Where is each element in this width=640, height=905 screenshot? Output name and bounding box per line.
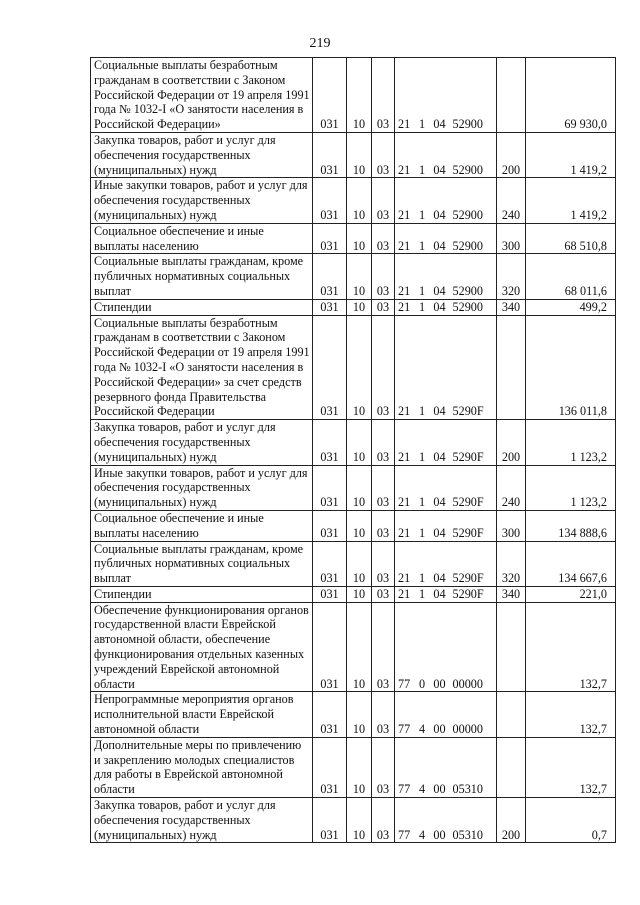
ministry-code: 031 xyxy=(313,586,347,602)
table-row xyxy=(91,254,616,299)
section-code: 10 xyxy=(347,510,372,541)
section-code: 10 xyxy=(347,299,372,315)
expense-type-code: 240 xyxy=(497,178,526,223)
program-code: 21 xyxy=(395,510,416,541)
ministry-code: 031 xyxy=(313,58,347,133)
activity-code: 04 xyxy=(429,510,451,541)
program-code: 21 xyxy=(395,178,416,223)
ministry-code: 031 xyxy=(313,420,347,465)
program-code: 77 xyxy=(395,602,416,692)
ministry-code: 031 xyxy=(313,737,347,797)
amount: 0,7 xyxy=(526,798,616,843)
program-code: 77 xyxy=(395,798,416,843)
subsection-code: 03 xyxy=(372,798,395,843)
table-body xyxy=(91,58,616,843)
subprogram-code: 1 xyxy=(416,178,429,223)
amount: 68 510,8 xyxy=(526,223,616,254)
activity-code: 04 xyxy=(429,132,451,177)
amount: 134 888,6 xyxy=(526,510,616,541)
row-name: Социальные выплаты безработным гражданам в соответствии с Законом Российской Федерации от 19 апреля 1991 года № 1032-I «О занятости населения в Российской Федерации» xyxy=(91,58,313,133)
subsection-code: 03 xyxy=(372,223,395,254)
amount: 68 011,6 xyxy=(526,254,616,299)
subprogram-code: 1 xyxy=(416,465,429,510)
row-name: Социальные выплаты гражданам, кроме публичных нормативных социальных выплат xyxy=(91,541,313,586)
subprogram-code: 4 xyxy=(416,737,429,797)
program-code: 21 xyxy=(395,132,416,177)
ministry-code: 031 xyxy=(313,692,347,737)
expense-type-code: 320 xyxy=(497,541,526,586)
program-code: 77 xyxy=(395,692,416,737)
section-code: 10 xyxy=(347,178,372,223)
row-name: Непрограммные мероприятия органов исполнительной власти Еврейской автономной области xyxy=(91,692,313,737)
row-name: Закупка товаров, работ и услуг для обеспечения государственных (муниципальных) нужд xyxy=(91,420,313,465)
subsection-code: 03 xyxy=(372,737,395,797)
program-code: 21 xyxy=(395,254,416,299)
expense-type-code xyxy=(497,692,526,737)
program-code: 21 xyxy=(395,541,416,586)
program-code: 21 xyxy=(395,465,416,510)
activity-code: 04 xyxy=(429,586,451,602)
direction-code: 5290F xyxy=(451,541,497,586)
direction-code: 52900 xyxy=(451,58,497,133)
subprogram-code: 1 xyxy=(416,510,429,541)
program-code: 21 xyxy=(395,420,416,465)
section-code: 10 xyxy=(347,223,372,254)
table-row xyxy=(91,798,616,843)
program-code: 21 xyxy=(395,58,416,133)
activity-code: 04 xyxy=(429,315,451,420)
row-name: Обеспечение функционирования органов государственной власти Еврейской автономной области, обеспечение функционирования отдельных казенных учреждений Еврейской автономной области xyxy=(91,602,313,692)
section-code: 10 xyxy=(347,132,372,177)
table-row xyxy=(91,178,616,223)
subprogram-code: 1 xyxy=(416,420,429,465)
activity-code: 04 xyxy=(429,223,451,254)
subprogram-code: 1 xyxy=(416,132,429,177)
program-code: 21 xyxy=(395,223,416,254)
amount: 1 123,2 xyxy=(526,465,616,510)
expense-type-code: 200 xyxy=(497,798,526,843)
table-row xyxy=(91,510,616,541)
expense-type-code xyxy=(497,58,526,133)
expense-type-code: 200 xyxy=(497,420,526,465)
table-row xyxy=(91,299,616,315)
amount: 136 011,8 xyxy=(526,315,616,420)
subsection-code: 03 xyxy=(372,299,395,315)
row-name: Закупка товаров, работ и услуг для обеспечения государственных (муниципальных) нужд xyxy=(91,132,313,177)
amount: 1 419,2 xyxy=(526,178,616,223)
activity-code: 00 xyxy=(429,798,451,843)
row-name: Социальное обеспечение и иные выплаты населению xyxy=(91,510,313,541)
direction-code: 5290F xyxy=(451,510,497,541)
ministry-code: 031 xyxy=(313,223,347,254)
section-code: 10 xyxy=(347,798,372,843)
activity-code: 00 xyxy=(429,737,451,797)
amount: 1 123,2 xyxy=(526,420,616,465)
amount: 134 667,6 xyxy=(526,541,616,586)
section-code: 10 xyxy=(347,737,372,797)
subsection-code: 03 xyxy=(372,178,395,223)
ministry-code: 031 xyxy=(313,541,347,586)
table-row xyxy=(91,465,616,510)
ministry-code: 031 xyxy=(313,254,347,299)
section-code: 10 xyxy=(347,465,372,510)
direction-code: 52900 xyxy=(451,254,497,299)
row-name: Социальные выплаты безработным гражданам в соответствии с Законом Российской Федерации от 19 апреля 1991 года № 1032-I «О занятости населения в Российской Федерации» за счет средств резервного фонда Правительства Российской Федерации xyxy=(91,315,313,420)
activity-code: 04 xyxy=(429,420,451,465)
row-name: Стипендии xyxy=(91,586,313,602)
program-code: 21 xyxy=(395,586,416,602)
direction-code: 5290F xyxy=(451,420,497,465)
subsection-code: 03 xyxy=(372,586,395,602)
ministry-code: 031 xyxy=(313,798,347,843)
subsection-code: 03 xyxy=(372,420,395,465)
activity-code: 04 xyxy=(429,299,451,315)
subsection-code: 03 xyxy=(372,132,395,177)
direction-code: 00000 xyxy=(451,602,497,692)
amount: 1 419,2 xyxy=(526,132,616,177)
subprogram-code: 1 xyxy=(416,223,429,254)
ministry-code: 031 xyxy=(313,132,347,177)
amount: 132,7 xyxy=(526,602,616,692)
direction-code: 5290F xyxy=(451,586,497,602)
table-row xyxy=(91,602,616,692)
amount: 132,7 xyxy=(526,737,616,797)
table-row xyxy=(91,420,616,465)
activity-code: 00 xyxy=(429,602,451,692)
subsection-code: 03 xyxy=(372,254,395,299)
table-row xyxy=(91,541,616,586)
subprogram-code: 4 xyxy=(416,692,429,737)
direction-code: 52900 xyxy=(451,223,497,254)
subprogram-code: 1 xyxy=(416,254,429,299)
row-name: Стипендии xyxy=(91,299,313,315)
page-number: 219 xyxy=(309,36,331,51)
amount: 499,2 xyxy=(526,299,616,315)
subprogram-code: 1 xyxy=(416,586,429,602)
direction-code: 52900 xyxy=(451,132,497,177)
expense-type-code xyxy=(497,315,526,420)
subprogram-code: 1 xyxy=(416,315,429,420)
section-code: 10 xyxy=(347,541,372,586)
activity-code: 00 xyxy=(429,692,451,737)
direction-code: 05310 xyxy=(451,798,497,843)
row-name: Социальные выплаты гражданам, кроме публичных нормативных социальных выплат xyxy=(91,254,313,299)
activity-code: 04 xyxy=(429,58,451,133)
activity-code: 04 xyxy=(429,254,451,299)
subsection-code: 03 xyxy=(372,465,395,510)
ministry-code: 031 xyxy=(313,465,347,510)
section-code: 10 xyxy=(347,58,372,133)
section-code: 10 xyxy=(347,254,372,299)
subprogram-code: 1 xyxy=(416,541,429,586)
expense-type-code: 340 xyxy=(497,299,526,315)
subsection-code: 03 xyxy=(372,58,395,133)
row-name: Иные закупки товаров, работ и услуг для обеспечения государственных (муниципальных) нужд xyxy=(91,178,313,223)
ministry-code: 031 xyxy=(313,315,347,420)
direction-code: 5290F xyxy=(451,315,497,420)
table-row xyxy=(91,223,616,254)
amount: 69 930,0 xyxy=(526,58,616,133)
subsection-code: 03 xyxy=(372,510,395,541)
section-code: 10 xyxy=(347,586,372,602)
ministry-code: 031 xyxy=(313,510,347,541)
section-code: 10 xyxy=(347,692,372,737)
direction-code: 52900 xyxy=(451,178,497,223)
direction-code: 5290F xyxy=(451,465,497,510)
expense-type-code: 240 xyxy=(497,465,526,510)
subsection-code: 03 xyxy=(372,315,395,420)
expense-type-code: 320 xyxy=(497,254,526,299)
subsection-code: 03 xyxy=(372,602,395,692)
row-name: Закупка товаров, работ и услуг для обеспечения государственных (муниципальных) нужд xyxy=(91,798,313,843)
section-code: 10 xyxy=(347,602,372,692)
program-code: 21 xyxy=(395,299,416,315)
expense-type-code: 300 xyxy=(497,223,526,254)
expense-type-code: 200 xyxy=(497,132,526,177)
expense-type-code: 340 xyxy=(497,586,526,602)
table-row xyxy=(91,132,616,177)
amount: 221,0 xyxy=(526,586,616,602)
expense-type-code: 300 xyxy=(497,510,526,541)
expense-type-code xyxy=(497,602,526,692)
subprogram-code: 1 xyxy=(416,58,429,133)
activity-code: 04 xyxy=(429,465,451,510)
subprogram-code: 0 xyxy=(416,602,429,692)
ministry-code: 031 xyxy=(313,299,347,315)
subsection-code: 03 xyxy=(372,541,395,586)
section-code: 10 xyxy=(347,420,372,465)
table-row xyxy=(91,58,616,133)
table-row xyxy=(91,586,616,602)
row-name: Социальное обеспечение и иные выплаты населению xyxy=(91,223,313,254)
table-row xyxy=(91,692,616,737)
subprogram-code: 1 xyxy=(416,299,429,315)
budget-table xyxy=(90,57,616,843)
program-code: 21 xyxy=(395,315,416,420)
direction-code: 05310 xyxy=(451,737,497,797)
amount: 132,7 xyxy=(526,692,616,737)
table-row xyxy=(91,737,616,797)
activity-code: 04 xyxy=(429,178,451,223)
row-name: Дополнительные меры по привлечению и закреплению молодых специалистов для работы в Еврейской автономной области xyxy=(91,737,313,797)
program-code: 77 xyxy=(395,737,416,797)
ministry-code: 031 xyxy=(313,602,347,692)
activity-code: 04 xyxy=(429,541,451,586)
subprogram-code: 4 xyxy=(416,798,429,843)
direction-code: 52900 xyxy=(451,299,497,315)
row-name: Иные закупки товаров, работ и услуг для обеспечения государственных (муниципальных) нужд xyxy=(91,465,313,510)
ministry-code: 031 xyxy=(313,178,347,223)
subsection-code: 03 xyxy=(372,692,395,737)
direction-code: 00000 xyxy=(451,692,497,737)
table-row xyxy=(91,315,616,420)
section-code: 10 xyxy=(347,315,372,420)
expense-type-code xyxy=(497,737,526,797)
